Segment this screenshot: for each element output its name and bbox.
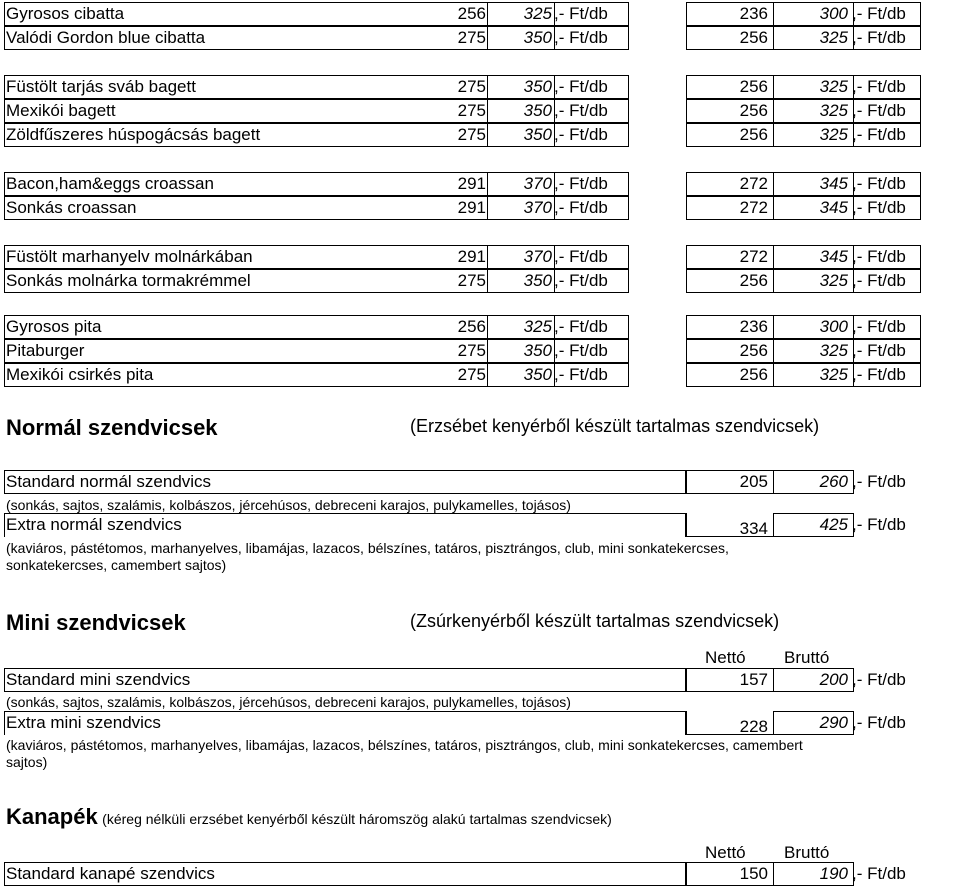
item-description: (kaviáros, pástétomos, marhanyelves, libamájas, lazacos, bélszínes, tatáros, pisztrángos, club, mini sonkatekercses, camembert sajtos)	[6, 737, 803, 770]
gross-price: 370	[523, 174, 552, 193]
net-price-2: 256	[739, 77, 768, 96]
price-unit: ,- Ft/db	[554, 317, 608, 336]
table-row-standard-mini	[4, 668, 956, 692]
item-name: Standard mini szendvics	[6, 670, 191, 689]
price-unit: ,- Ft/db	[554, 247, 608, 266]
price-unit: ,- Ft/db	[554, 198, 608, 217]
item-name: Mexikói csirkés pita	[6, 365, 154, 384]
table-row-extra-normal	[4, 513, 956, 537]
price-unit-2: ,- Ft/db	[852, 317, 906, 336]
item-name: Pitaburger	[6, 341, 85, 360]
net-price-2: 256	[739, 271, 768, 290]
item-description: (sonkás, sajtos, szalámis, kolbászos, jércehúsos, debreceni karajos, pulykamelles, tojásos)	[6, 694, 571, 710]
item-description: (kaviáros, pástétomos, marhanyelves, libamájas, lazacos, bélszínes, tatáros, pisztrángos, club, mini sonkatekercses, sonkatekercses, camembert sajtos)	[6, 540, 729, 573]
price-unit: ,- Ft/db	[554, 341, 608, 360]
gross-price-2: 325	[819, 125, 848, 144]
price-unit: ,- Ft/db	[852, 515, 906, 534]
gross-price-2: 300	[819, 317, 848, 336]
item-name: Gyrosos pita	[6, 317, 102, 336]
net-price: 150	[739, 864, 768, 883]
price-unit-2: ,- Ft/db	[852, 271, 906, 290]
price-unit: ,- Ft/db	[554, 28, 608, 47]
net-price-2: 236	[739, 317, 768, 336]
gross-price: 370	[523, 247, 552, 266]
gross-price: 200	[819, 670, 848, 689]
section-subtitle-kanape: (kéreg nélküli erzsébet kenyérből készült háromszög alakú tartalmas szendvicsek)	[102, 811, 612, 827]
price-unit: ,- Ft/db	[852, 864, 906, 883]
table-row	[4, 363, 956, 387]
gross-price: 425	[819, 515, 848, 534]
price-unit-2: ,- Ft/db	[852, 247, 906, 266]
price-unit-2: ,- Ft/db	[852, 174, 906, 193]
column-header-gross: Bruttó	[784, 843, 830, 862]
item-name: Bacon,ham&eggs croassan	[6, 174, 214, 193]
price-unit: ,- Ft/db	[554, 271, 608, 290]
gross-price-2: 325	[819, 28, 848, 47]
price-unit-2: ,- Ft/db	[852, 28, 906, 47]
item-name: Zöldfűszeres húspogácsás bagett	[6, 125, 261, 144]
net-price: 205	[739, 472, 768, 491]
net-price: 334	[739, 519, 768, 538]
net-price: 275	[457, 28, 486, 47]
net-price: 275	[457, 341, 486, 360]
price-unit: ,- Ft/db	[554, 125, 608, 144]
net-price-2: 272	[739, 198, 768, 217]
gross-price-2: 325	[819, 341, 848, 360]
gross-price: 350	[523, 271, 552, 290]
net-price: 256	[457, 4, 486, 23]
table-row	[4, 123, 956, 147]
net-price: 275	[457, 101, 486, 120]
price-unit-2: ,- Ft/db	[852, 4, 906, 23]
gross-price: 350	[523, 365, 552, 384]
gross-price: 290	[819, 713, 848, 732]
section-subtitle-mini: (Zsúrkenyérből készült tartalmas szendvicsek)	[410, 611, 780, 631]
price-unit-2: ,- Ft/db	[852, 341, 906, 360]
table-row-extra-mini	[4, 711, 956, 735]
gross-price-2: 325	[819, 77, 848, 96]
gross-price-2: 300	[819, 4, 848, 23]
gross-price-2: 325	[819, 101, 848, 120]
table-row	[4, 172, 956, 196]
section-title-kanape: Kanapék	[6, 804, 98, 829]
item-name: Mexikói bagett	[6, 101, 116, 120]
item-name: Sonkás croassan	[6, 198, 137, 217]
item-name: Standard normál szendvics	[6, 472, 212, 491]
table-row	[4, 75, 956, 99]
table-row	[4, 315, 956, 339]
column-header-gross: Bruttó	[784, 648, 830, 667]
price-unit: ,- Ft/db	[554, 174, 608, 193]
net-price: 157	[739, 670, 768, 689]
net-price-2: 256	[739, 28, 768, 47]
table-row	[4, 26, 956, 50]
table-row-standard-normal	[4, 470, 956, 494]
section-title-normal: Normál szendvicsek	[6, 415, 218, 440]
item-name: Valódi Gordon blue cibatta	[6, 28, 206, 47]
column-header-net: Nettó	[705, 648, 746, 667]
price-unit: ,- Ft/db	[554, 365, 608, 384]
net-price-2: 272	[739, 247, 768, 266]
net-price: 275	[457, 125, 486, 144]
price-unit-2: ,- Ft/db	[852, 101, 906, 120]
gross-price: 370	[523, 198, 552, 217]
gross-price-2: 325	[819, 271, 848, 290]
gross-price: 190	[819, 864, 848, 883]
net-price: 228	[739, 717, 768, 736]
net-price: 291	[457, 198, 486, 217]
price-unit: ,- Ft/db	[852, 713, 906, 732]
column-header-net: Nettó	[705, 843, 746, 862]
net-price: 291	[457, 247, 486, 266]
price-unit-2: ,- Ft/db	[852, 365, 906, 384]
price-unit-2: ,- Ft/db	[852, 77, 906, 96]
section-title-mini: Mini szendvicsek	[6, 610, 186, 635]
item-description: (sonkás, sajtos, szalámis, kolbászos, jércehúsos, debreceni karajos, pulykamelles, tojásos)	[6, 497, 571, 513]
table-row	[4, 99, 956, 123]
item-name: Füstölt tarjás sváb bagett	[6, 77, 196, 96]
gross-price: 350	[523, 101, 552, 120]
item-name: Extra mini szendvics	[6, 713, 161, 732]
net-price-2: 272	[739, 174, 768, 193]
gross-price: 350	[523, 28, 552, 47]
gross-price-2: 325	[819, 365, 848, 384]
price-unit-2: ,- Ft/db	[852, 125, 906, 144]
net-price: 291	[457, 174, 486, 193]
price-unit: ,- Ft/db	[852, 472, 906, 491]
price-unit: ,- Ft/db	[554, 101, 608, 120]
net-price: 275	[457, 271, 486, 290]
gross-price: 350	[523, 125, 552, 144]
table-row	[4, 2, 956, 26]
price-unit: ,- Ft/db	[554, 4, 608, 23]
net-price-2: 256	[739, 101, 768, 120]
item-name: Füstölt marhanyelv molnárkában	[6, 247, 253, 266]
table-row	[4, 339, 956, 363]
net-price-2: 256	[739, 365, 768, 384]
gross-price: 350	[523, 77, 552, 96]
net-price: 275	[457, 77, 486, 96]
price-unit: ,- Ft/db	[554, 77, 608, 96]
table-row	[4, 245, 956, 269]
item-name: Standard kanapé szendvics	[6, 864, 215, 883]
gross-price-2: 345	[819, 198, 848, 217]
item-name: Extra normál szendvics	[6, 515, 182, 534]
section-subtitle-normal: (Erzsébet kenyérből készült tartalmas szendvicsek)	[410, 416, 820, 436]
gross-price: 325	[523, 4, 552, 23]
price-unit-2: ,- Ft/db	[852, 198, 906, 217]
net-price-2: 256	[739, 125, 768, 144]
gross-price-2: 345	[819, 247, 848, 266]
net-price-2: 256	[739, 341, 768, 360]
table-row-kanape	[4, 862, 956, 886]
price-unit: ,- Ft/db	[852, 670, 906, 689]
table-row	[4, 196, 956, 220]
net-price: 275	[457, 365, 486, 384]
table-row	[4, 269, 956, 293]
section-header-kanape	[6, 804, 612, 830]
net-price: 256	[457, 317, 486, 336]
item-name: Sonkás molnárka tormakrémmel	[6, 271, 251, 290]
net-price-2: 236	[739, 4, 768, 23]
gross-price: 350	[523, 341, 552, 360]
gross-price: 325	[523, 317, 552, 336]
item-name: Gyrosos cibatta	[6, 4, 125, 23]
gross-price-2: 345	[819, 174, 848, 193]
gross-price: 260	[819, 472, 848, 491]
